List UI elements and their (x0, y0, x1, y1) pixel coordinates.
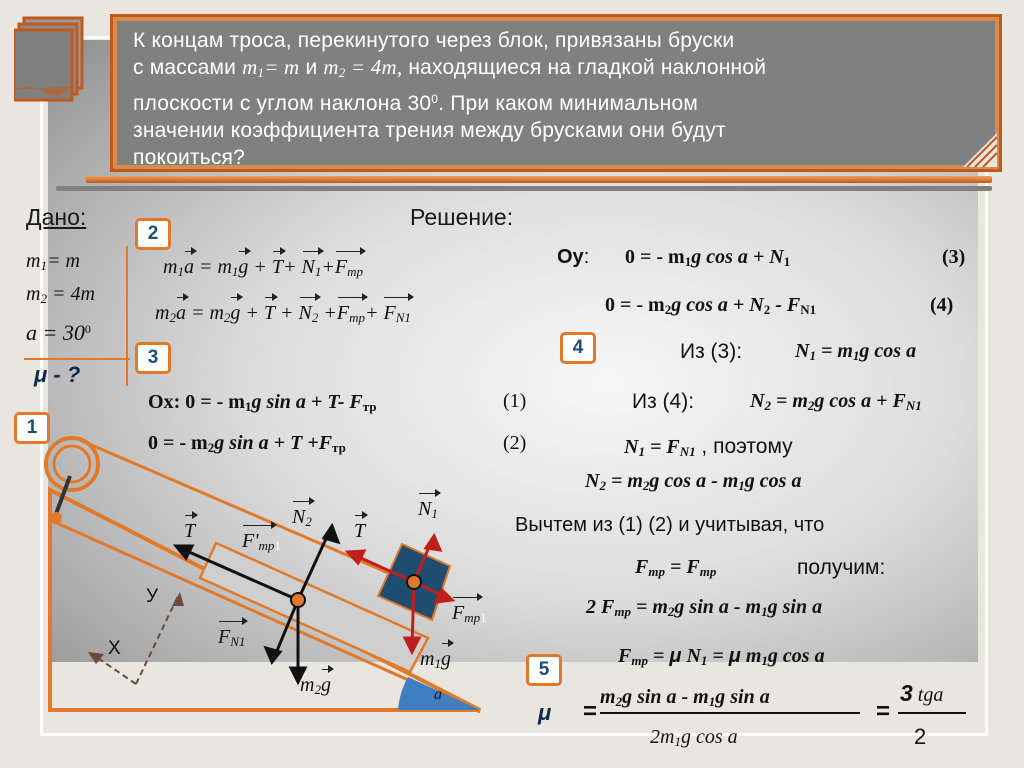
given-vertical-divider (126, 246, 128, 386)
header-shadow-bar (56, 186, 992, 191)
ox-equation-2-number: (2) (503, 432, 527, 454)
problem-line-3b: . При каком минимальном (438, 92, 698, 115)
label-y-axis: У (146, 586, 159, 607)
problem-line-2a: с массами (133, 56, 243, 79)
ox-equation-2: 0 = - $m_2g$ $\sin a + T +F_{тр}$ (148, 432, 346, 455)
problem-line-2b: находящиеся на гладкой наклонной (402, 56, 767, 79)
n2-equation: $N_2 = m_2g$ cos a - $m_1g$ cos a (585, 470, 802, 493)
two-friction-equation: 2 $F_{тр} = m_2g$ sin a - $m_1g$ sin a (586, 596, 823, 619)
label-FN1: $F_{N1}$ (218, 626, 246, 649)
vector-equation-1: $m_1a = m_1g + T+ N_1+F_{тр}$ (163, 256, 363, 279)
step-badge-1: 1 (14, 412, 50, 444)
from-4-label: Из (4): (632, 390, 695, 413)
m2-eq: = 4m, (345, 55, 403, 79)
given-m2-label: m (26, 283, 41, 305)
m1-sub: 1 (257, 65, 265, 80)
problem-text (133, 27, 983, 171)
unknown-mu: μ - ? (34, 362, 81, 387)
label-N1: $N_1$ (418, 498, 438, 521)
oy-equation-3-number: (3) (942, 246, 966, 268)
problem-line-5: покоиться? (133, 146, 245, 169)
friction-mu-equation: $F_{тр} = \mu$ $N_1 = \mu$ $m_1g$ cos a (618, 645, 825, 668)
label-x-axis: Х (108, 638, 121, 659)
friction-equality: $F_{тр} = F_{тр}$ (635, 556, 717, 579)
final-equals-1: = (583, 698, 598, 725)
m1-eq: = m (264, 55, 300, 79)
from-4-equation: $N_2 = m_2g$ $\cos a + F_{N1}$ (750, 390, 922, 413)
given-angle-sup: 0 (84, 322, 91, 336)
get-text: получим: (797, 556, 886, 579)
subtract-text: Вычтем из (1) (2) и учитывая, что (515, 514, 825, 536)
given-m2-value: = 4m (46, 283, 95, 305)
step-badge-2: 2 (135, 218, 171, 250)
m1-label: m (242, 55, 258, 79)
ox-label: Ox (148, 391, 174, 413)
given-angle (26, 320, 91, 346)
label-N2: $N_2$ (292, 506, 312, 529)
incline-diagram (0, 430, 520, 768)
oy-label: Oy: (557, 246, 590, 268)
oy-equation-4-number: (4) (930, 294, 954, 316)
given-angle-value: a = 30 (26, 320, 85, 345)
label-F-tr1-prime: $F'_{тр1}$ (242, 530, 281, 553)
from-3-label: Из (3): (680, 340, 743, 363)
page-curl-icon (963, 133, 997, 167)
and-text: и (299, 56, 324, 79)
step-badge-5: 5 (526, 654, 562, 686)
label-F-tr1: $F_{тр1}$ (452, 602, 487, 625)
y-axis-arrow-icon (172, 592, 184, 606)
result-denominator: 2 (914, 724, 927, 749)
result-fraction-bar (898, 712, 966, 714)
given-m1-label: m (26, 250, 41, 272)
given-divider (24, 358, 130, 360)
vector-equation-2: $m_2a = m_2g + T + N_2 +F_{тр}+ F_{N1}$ (155, 302, 411, 325)
given-m1 (26, 250, 80, 274)
oy-equation-3: 0 = - $m_1g$ $\cos a + N_1$ (625, 246, 791, 269)
label-T-left: T (184, 520, 196, 542)
m2-label: m (323, 55, 339, 79)
label-T-right: T (354, 520, 366, 542)
step-badge-3: 3 (135, 342, 171, 374)
step-badge-4: 4 (560, 332, 596, 364)
fraction-denominator: $2m_1g$ cos a (650, 726, 738, 749)
given-m2-sub: 2 (40, 291, 47, 306)
m2-center (291, 593, 305, 607)
label-angle: a (434, 686, 442, 703)
problem-statement-box (110, 14, 1002, 172)
solution-header: Решение: (410, 204, 514, 230)
problem-line-1: К концам троса, перекинутого через блок, привязаны бруски (133, 29, 735, 52)
problem-line-3: плоскости с углом наклона 30 (133, 92, 432, 115)
header-underline-bar (86, 176, 992, 183)
problem-line-4: значении коэффициента трения между брусками они будут (133, 119, 726, 142)
degree-sup: 0 (431, 92, 439, 106)
given-m1-value: = m (46, 250, 80, 272)
given-m1-sub: 1 (40, 258, 47, 273)
ox-equation-1-number: (1) (503, 390, 527, 412)
label-m1g: $m_1g$ (420, 648, 451, 671)
document-stack-icon (14, 16, 86, 102)
oy-equation-4: 0 = - $m_2g$ $\cos a + N_2 - F_{N1}$ (605, 294, 817, 317)
final-equals-2: = (876, 698, 891, 725)
coordinate-axes (92, 596, 178, 684)
final-mu: μ (538, 700, 552, 725)
label-m2g: $m_2g$ (300, 674, 331, 697)
from-3-equation: $N_1 = m_1g$ cos a (795, 340, 917, 363)
fraction-numerator: $m_2g$ sin a - $m_1g$ sin a (600, 686, 770, 709)
x-axis-arrow-icon (88, 652, 104, 664)
given-m2 (26, 283, 95, 307)
m2-sub: 2 (338, 65, 346, 80)
fraction-bar (600, 712, 860, 714)
result-numerator: 3 tga (900, 680, 944, 706)
ox-equation-1: Ox: 0 = - $m_1g$ sin a + T- $F_{тр}$ (148, 391, 377, 414)
given-header: Дано: (26, 204, 87, 230)
n1-fn1-equation: $N_1 = F_{N1}$ , поэтому (624, 435, 793, 459)
m1-center (407, 575, 421, 589)
